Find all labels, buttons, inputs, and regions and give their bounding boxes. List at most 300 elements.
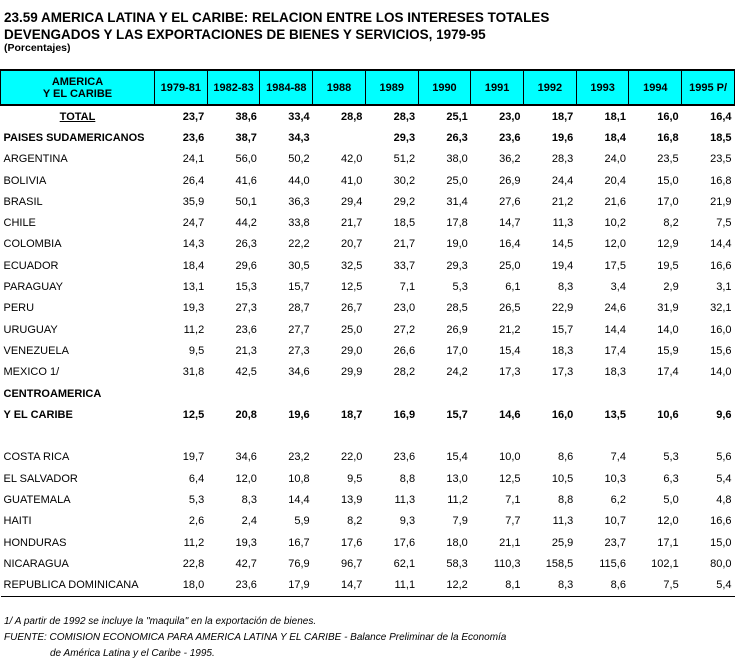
table-cell <box>471 425 524 446</box>
table-cell: 17,3 <box>499 366 521 379</box>
table-cell: 6,2 <box>610 493 626 506</box>
table-cell: 18,5 <box>393 217 416 230</box>
table-cell: 17,6 <box>393 536 416 549</box>
table-row <box>1 425 735 446</box>
column-header: 1995 P/ <box>682 70 735 105</box>
table-cell: 29,3 <box>393 131 416 144</box>
table-cell: 14,4 <box>604 323 626 336</box>
table-cell: 5,0 <box>663 493 679 506</box>
row-label: VENEZUELA <box>3 344 69 357</box>
table-row <box>1 105 735 127</box>
column-header: 1982-83 <box>207 70 260 105</box>
table-cell <box>313 127 366 148</box>
table-row <box>1 532 735 553</box>
table-cell: 15,7 <box>288 281 310 294</box>
table-cell: 50,2 <box>288 153 310 166</box>
row-label: BOLIVIA <box>3 174 47 187</box>
table-row <box>1 212 735 233</box>
table-cell: 7,4 <box>610 451 626 464</box>
table-cell <box>155 425 208 446</box>
table-cell: 27,6 <box>499 195 521 208</box>
table-cell: 17,8 <box>446 217 468 230</box>
table-cell: 12,5 <box>499 472 521 485</box>
table-cell: 16,8 <box>710 174 732 187</box>
table-cell: 19,6 <box>551 131 574 144</box>
row-label: Y EL CARIBE <box>3 408 73 421</box>
table-cell <box>155 383 208 404</box>
table-cell: 16,4 <box>499 238 521 251</box>
table-cell: 23,6 <box>235 323 257 336</box>
table-cell: 26,7 <box>340 302 363 315</box>
table-cell: 30,5 <box>288 259 310 272</box>
table-cell <box>418 425 471 446</box>
table-cell: 15,6 <box>710 344 732 357</box>
table-cell: 42,5 <box>235 366 257 379</box>
table-cell: 23,5 <box>657 153 679 166</box>
table-header-row <box>1 70 735 105</box>
table-cell: 6,1 <box>505 281 521 294</box>
row-label: TOTAL <box>59 110 96 123</box>
table-cell: 22,2 <box>288 238 310 251</box>
table-cell: 13,9 <box>340 493 363 506</box>
table-cell: 9,5 <box>347 472 363 485</box>
table-cell: 12,2 <box>418 575 471 597</box>
table-cell: 12,0 <box>604 238 626 251</box>
table-cell <box>629 425 682 446</box>
row-label: EL SALVADOR <box>3 472 78 485</box>
table-cell: 14,5 <box>551 238 574 251</box>
table-cell: 12,0 <box>235 472 257 485</box>
table-cell: 10,6 <box>657 408 679 421</box>
table-cell: 26,3 <box>446 131 468 144</box>
table-row <box>1 404 735 425</box>
table-cell: 8,3 <box>557 281 574 294</box>
table-cell: 41,0 <box>340 174 363 187</box>
table-row <box>1 319 735 340</box>
table-cell: 19,5 <box>657 259 679 272</box>
table-cell: 25,0 <box>446 174 468 187</box>
table-cell: 8,2 <box>347 515 363 528</box>
column-header: 1988 <box>313 70 366 105</box>
table-cell: 102,1 <box>651 557 679 570</box>
table-cell: 8,2 <box>663 217 679 230</box>
table-cell: 11,2 <box>183 323 205 336</box>
table-row <box>1 489 735 510</box>
subtitle: (Porcentajes) <box>4 42 71 54</box>
table-cell: 8,6 <box>557 451 574 464</box>
table-cell: 9,5 <box>188 344 205 357</box>
table-cell: 13,5 <box>604 408 626 421</box>
row-label: ECUADOR <box>3 259 59 272</box>
table-cell: 19,6 <box>288 408 310 421</box>
table-cell: 12,9 <box>657 238 679 251</box>
table-cell: 56,0 <box>235 153 257 166</box>
table-cell: 26,5 <box>499 302 521 315</box>
table-cell: 19,3 <box>182 302 205 315</box>
table-cell: 27,7 <box>288 323 310 336</box>
title-line-2: DEVENGADOS Y LAS EXPORTACIONES DE BIENES Y SERVICIOS, 1979-95 <box>4 27 486 42</box>
row-label: HAITI <box>3 515 32 528</box>
table-cell: 21,1 <box>499 536 521 549</box>
table-cell: 23,7 <box>182 110 205 123</box>
column-header: 1989 <box>365 70 418 105</box>
column-header: 1991 <box>471 70 524 105</box>
header-region-line-1: AMERICA <box>51 75 104 88</box>
table-cell: 31,4 <box>446 195 468 208</box>
footnote-maquila: 1/ A partir de 1992 se incluye la "maquila" en la exportación de bienes. <box>4 616 317 627</box>
table-cell: 17,4 <box>604 344 626 357</box>
table-cell: 20,8 <box>235 408 257 421</box>
table-cell: 36,2 <box>499 153 521 166</box>
table-cell <box>313 383 366 404</box>
table-cell: 10,7 <box>604 515 626 528</box>
source-line-1: FUENTE: COMISION ECONOMICA PARA AMERICA LATINA Y EL CARIBE - Balance Preliminar de la Economía <box>4 632 507 643</box>
table-cell: 38,7 <box>235 131 257 144</box>
table-cell: 27,3 <box>288 344 310 357</box>
table-cell: 24,4 <box>551 174 574 187</box>
table-cell: 13,1 <box>182 281 205 294</box>
table-cell: 5,4 <box>682 575 735 597</box>
table-cell: 158,5 <box>545 557 574 570</box>
table-cell: 26,4 <box>182 174 205 187</box>
table-cell: 16,9 <box>393 408 416 421</box>
table-cell: 42,7 <box>235 557 257 570</box>
table-cell: 24,2 <box>446 366 468 379</box>
table-cell: 26,9 <box>446 323 468 336</box>
table-cell: 5,6 <box>716 451 732 464</box>
table-cell: 18,5 <box>710 131 732 144</box>
table-cell: 21,6 <box>604 195 626 208</box>
table-cell: 34,6 <box>288 366 310 379</box>
table-cell: 15,0 <box>657 174 679 187</box>
table-cell: 7,5 <box>629 575 682 597</box>
table-cell: 31,8 <box>182 366 205 379</box>
table-cell <box>365 425 418 446</box>
table-cell: 10,2 <box>604 217 626 230</box>
table-cell: 10,0 <box>499 451 521 464</box>
table-cell: 10,5 <box>551 472 574 485</box>
table-cell <box>207 383 260 404</box>
table-cell: 30,2 <box>393 174 416 187</box>
table-cell: 5,9 <box>294 515 310 528</box>
table-cell: 21,9 <box>710 195 732 208</box>
table-cell: 33,8 <box>288 217 310 230</box>
table-cell: 18,3 <box>551 344 574 357</box>
table-cell: 15,4 <box>499 344 521 357</box>
table-cell: 23,2 <box>288 451 310 464</box>
table-cell: 16,0 <box>657 110 679 123</box>
row-label: CHILE <box>3 217 36 230</box>
table-body <box>1 105 735 596</box>
table-cell: 6,3 <box>663 472 679 485</box>
header-region-line-2: Y EL CARIBE <box>42 87 113 100</box>
table-cell: 23,0 <box>393 302 416 315</box>
table-cell <box>576 425 629 446</box>
table-cell: 29,0 <box>340 344 363 357</box>
row-label: NICARAGUA <box>3 557 69 570</box>
table-cell: 2,9 <box>663 281 679 294</box>
table-cell: 7,1 <box>505 493 521 506</box>
table-cell: 29,9 <box>340 366 363 379</box>
table-cell: 9,3 <box>399 515 416 528</box>
table-cell: 23,5 <box>710 153 732 166</box>
table-cell: 115,6 <box>599 557 626 570</box>
table-cell <box>524 425 577 446</box>
page-title <box>4 9 549 43</box>
row-label: COLOMBIA <box>3 238 62 251</box>
column-header: 1979-81 <box>155 70 208 105</box>
table-cell: 21,2 <box>551 195 574 208</box>
table-cell: 17,9 <box>260 575 313 597</box>
table-cell: 19,3 <box>235 536 257 549</box>
table-cell: 12,5 <box>182 408 205 421</box>
table-cell: 5,3 <box>452 281 468 294</box>
table-cell: 18,4 <box>604 131 626 144</box>
row-label <box>1 425 155 446</box>
table-cell: 13,0 <box>446 472 468 485</box>
row-label: URUGUAY <box>3 323 58 336</box>
table-cell: 22,0 <box>340 451 363 464</box>
table-cell <box>418 383 471 404</box>
table-cell: 15,4 <box>446 451 468 464</box>
table-cell: 16,4 <box>710 110 732 123</box>
table-cell: 18,7 <box>551 110 574 123</box>
table-cell: 20,4 <box>604 174 626 187</box>
table-cell <box>313 425 366 446</box>
table-cell: 14,6 <box>499 408 521 421</box>
table-row <box>1 340 735 361</box>
table-cell <box>524 383 577 404</box>
table-cell: 11,1 <box>365 575 418 597</box>
table-cell: 17,4 <box>657 366 679 379</box>
table-cell: 26,9 <box>499 174 521 187</box>
table-cell <box>260 425 313 446</box>
table-cell: 24,7 <box>182 217 205 230</box>
row-label: BRASIL <box>3 195 43 208</box>
row-label: PAISES SUDAMERICANOS <box>3 131 145 144</box>
table-cell: 17,1 <box>657 536 679 549</box>
table-cell: 16,0 <box>551 408 574 421</box>
table-cell: 25,0 <box>340 323 363 336</box>
column-header: 1990 <box>418 70 471 105</box>
table-cell: 23,6 <box>182 131 205 144</box>
table-cell: 44,2 <box>235 217 257 230</box>
table-cell: 14,3 <box>182 238 205 251</box>
table-cell: 28,3 <box>551 153 574 166</box>
table-cell: 28,3 <box>393 110 416 123</box>
table-cell: 36,3 <box>288 195 310 208</box>
table-cell: 25,1 <box>446 110 468 123</box>
row-label: COSTA RICA <box>3 451 70 464</box>
table-cell: 16,7 <box>288 536 310 549</box>
table-cell: 29,3 <box>446 259 468 272</box>
table-cell: 80,0 <box>710 557 732 570</box>
table-row <box>1 234 735 255</box>
table-row <box>1 468 735 489</box>
table-cell: 33,4 <box>288 110 310 123</box>
table-cell: 8,8 <box>399 472 416 485</box>
table-cell <box>260 383 313 404</box>
table-cell: 28,7 <box>288 302 310 315</box>
table-cell: 38,6 <box>235 110 257 123</box>
table-cell: 23,7 <box>604 536 626 549</box>
table-cell: 27,2 <box>393 323 416 336</box>
table-cell: 21,7 <box>340 217 363 230</box>
row-label: PERU <box>3 302 35 315</box>
table-cell: 16,8 <box>657 131 679 144</box>
table-cell: 34,3 <box>288 131 310 144</box>
table-cell: 17,6 <box>340 536 363 549</box>
table-cell: 15,3 <box>235 281 257 294</box>
table-cell: 35,9 <box>182 195 205 208</box>
table-cell: 18,3 <box>604 366 626 379</box>
table-row <box>1 383 735 404</box>
table-cell <box>365 383 418 404</box>
table-cell: 41,6 <box>235 174 257 187</box>
row-label: REPUBLICA DOMINICANA <box>1 575 155 597</box>
table-cell: 34,6 <box>235 451 257 464</box>
table-cell: 15,7 <box>551 323 574 336</box>
table-cell: 27,3 <box>235 302 257 315</box>
table-cell: 110,3 <box>493 557 521 570</box>
table-cell <box>682 425 735 446</box>
table-cell: 5,4 <box>716 472 732 485</box>
table-cell: 20,7 <box>340 238 363 251</box>
table-cell: 16,6 <box>710 515 732 528</box>
table-cell: 21,2 <box>499 323 521 336</box>
table-cell <box>629 383 682 404</box>
table-cell: 26,6 <box>393 344 416 357</box>
table-cell: 76,9 <box>288 557 310 570</box>
table-row <box>1 127 735 148</box>
table-cell: 18,0 <box>155 575 208 597</box>
table-cell: 9,6 <box>716 408 732 421</box>
table-cell: 19,7 <box>182 451 205 464</box>
table-cell <box>207 425 260 446</box>
table-cell: 8,3 <box>241 493 257 506</box>
table-cell: 8,8 <box>557 493 574 506</box>
table-cell: 8,6 <box>576 575 629 597</box>
table-cell: 29,2 <box>393 195 416 208</box>
table-cell: 21,3 <box>235 344 257 357</box>
table-cell: 31,9 <box>657 302 679 315</box>
table-cell: 18,1 <box>604 110 626 123</box>
table-cell: 29,6 <box>235 259 257 272</box>
table-cell: 62,1 <box>393 557 416 570</box>
table-cell: 21,7 <box>393 238 416 251</box>
table-cell: 16,6 <box>710 259 732 272</box>
table-cell: 10,8 <box>288 472 310 485</box>
table-cell: 50,1 <box>235 195 257 208</box>
table-cell: 18,0 <box>446 536 468 549</box>
table-cell: 12,5 <box>340 281 363 294</box>
row-label: GUATEMALA <box>3 493 71 506</box>
table-cell: 23,6 <box>393 451 416 464</box>
table-cell: 14,0 <box>657 323 679 336</box>
table-cell: 14,0 <box>710 366 732 379</box>
table-cell: 7,7 <box>505 515 521 528</box>
table-cell <box>682 383 735 404</box>
table-cell: 23,0 <box>499 110 521 123</box>
table-cell: 11,2 <box>447 493 468 506</box>
table-cell: 17,0 <box>657 195 679 208</box>
table-row <box>1 276 735 297</box>
table-cell: 19,0 <box>446 238 468 251</box>
column-header: 1993 <box>576 70 629 105</box>
table-cell: 8,1 <box>471 575 524 597</box>
table-row <box>1 362 735 383</box>
table-cell: 7,5 <box>716 217 732 230</box>
table-cell: 17,3 <box>551 366 574 379</box>
table-cell: 14,4 <box>288 493 310 506</box>
table-cell: 8,3 <box>524 575 577 597</box>
table-cell: 96,7 <box>340 557 363 570</box>
table-cell: 38,0 <box>446 153 468 166</box>
table-cell: 4,8 <box>716 493 732 506</box>
table-cell: 33,7 <box>393 259 416 272</box>
table-cell: 51,2 <box>393 153 416 166</box>
table-cell: 24,1 <box>182 153 205 166</box>
table-cell: 11,3 <box>552 217 574 230</box>
row-label: MEXICO 1/ <box>3 366 60 379</box>
row-label: HONDURAS <box>3 536 67 549</box>
table-row <box>1 511 735 532</box>
table-row <box>1 170 735 191</box>
source-line-2: de América Latina y el Caribe - 1995. <box>50 648 215 659</box>
table-row <box>1 298 735 319</box>
table-cell: 15,9 <box>657 344 679 357</box>
table-cell: 24,0 <box>604 153 626 166</box>
table-cell: 44,0 <box>288 174 310 187</box>
table-cell: 7,9 <box>452 515 468 528</box>
table-cell: 19,4 <box>551 259 574 272</box>
table-row <box>1 553 735 574</box>
column-header: 1992 <box>524 70 577 105</box>
table-cell: 18,7 <box>340 408 363 421</box>
table-row <box>1 255 735 276</box>
table-row <box>1 191 735 212</box>
table-cell: 24,6 <box>604 302 626 315</box>
table-cell: 17,5 <box>604 259 626 272</box>
column-header: 1994 <box>629 70 682 105</box>
table-cell: 11,3 <box>394 493 416 506</box>
table-cell <box>471 383 524 404</box>
table-cell: 2,4 <box>241 515 257 528</box>
table-cell: 29,4 <box>340 195 363 208</box>
column-header: 1984-88 <box>260 70 313 105</box>
table-cell: 15,7 <box>446 408 468 421</box>
table-cell: 26,3 <box>235 238 257 251</box>
table-cell: 32,5 <box>340 259 363 272</box>
table-cell: 11,2 <box>183 536 205 549</box>
table-cell: 7,1 <box>399 281 416 294</box>
table-cell: 25,9 <box>551 536 574 549</box>
table-row <box>1 575 735 597</box>
table-cell: 14,7 <box>313 575 366 597</box>
table-cell: 28,8 <box>340 110 363 123</box>
table-cell: 58,3 <box>446 557 468 570</box>
table-row <box>1 447 735 468</box>
table-cell: 2,6 <box>188 515 205 528</box>
table-cell: 28,2 <box>393 366 416 379</box>
table-cell: 3,4 <box>610 281 626 294</box>
table-cell: 16,0 <box>710 323 732 336</box>
table-cell: 18,4 <box>182 259 205 272</box>
table-cell: 25,0 <box>499 259 521 272</box>
table-cell <box>576 383 629 404</box>
data-table <box>0 69 735 597</box>
table-cell: 11,3 <box>552 515 574 528</box>
